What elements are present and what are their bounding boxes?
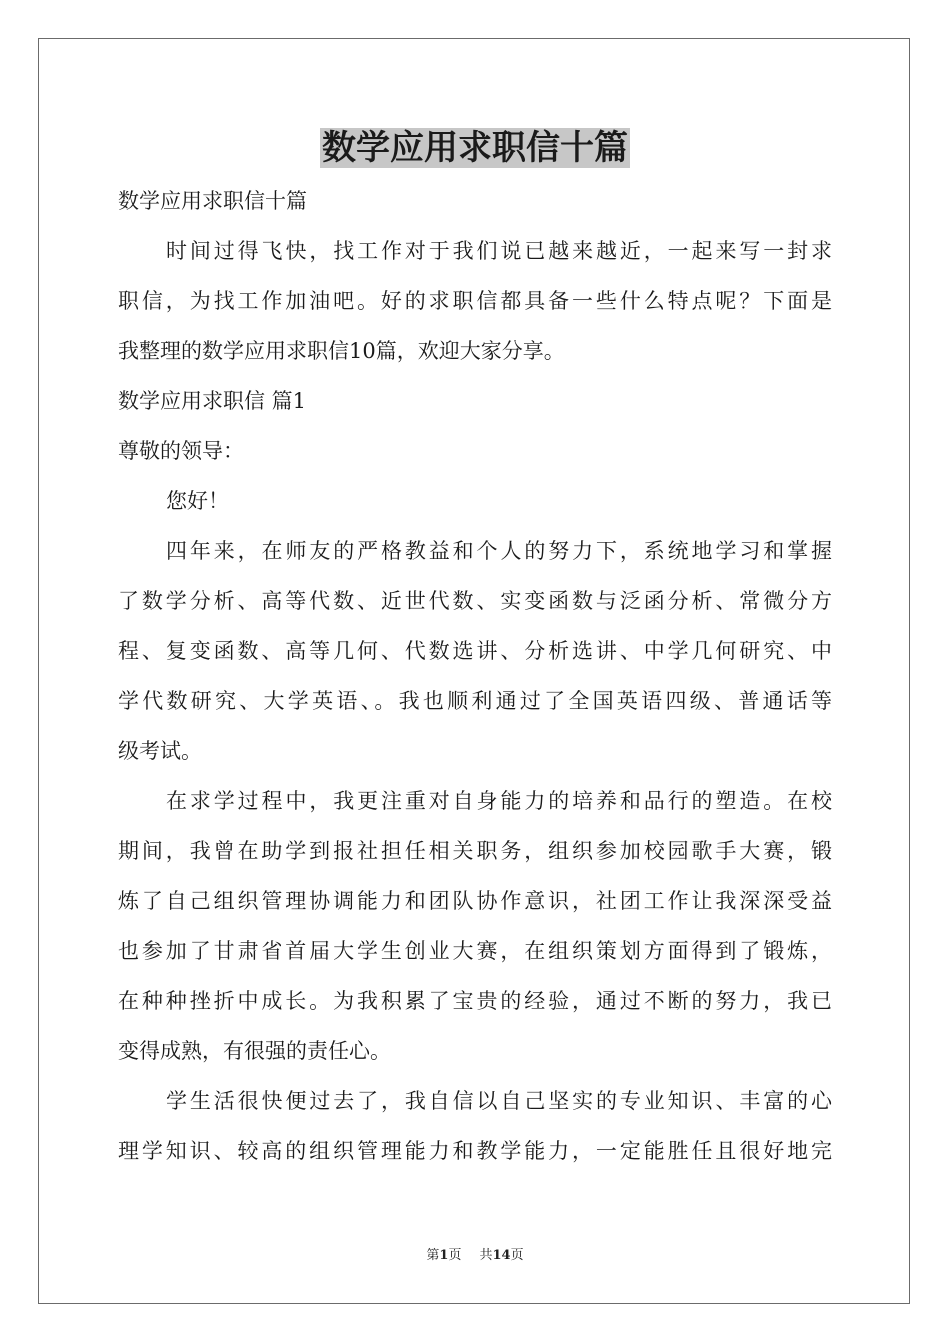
- body-line: 四年来，在师友的严格教益和个人的努力下，系统地学习和掌握: [166, 539, 832, 563]
- document-title-text: 数学应用求职信十篇: [322, 128, 628, 168]
- total-suffix: 页: [510, 1248, 524, 1263]
- body-line: 学生活很快便过去了，我自信以自己坚实的专业知识、丰富的心: [166, 1089, 832, 1113]
- body-line: 期间，我曾在助学到报社担任相关职务，组织参加校园歌手大赛，锻: [118, 839, 832, 863]
- body-line: 级考试。: [118, 739, 202, 763]
- body-line: 我整理的数学应用求职信10篇，欢迎大家分享。: [118, 339, 565, 363]
- total-pages: 14: [492, 1248, 511, 1263]
- section-heading: 数学应用求职信 篇1: [118, 389, 307, 413]
- page-suffix: 页: [448, 1248, 462, 1263]
- body-line: 数学应用求职信十篇: [118, 189, 307, 213]
- body-line: 学代数研究、大学英语、。我也顺利通过了全国英语四级、普通话等: [118, 689, 832, 713]
- total-prefix: 共: [479, 1248, 493, 1263]
- page-prefix: 第: [426, 1248, 440, 1263]
- page-footer: [0, 1246, 950, 1266]
- body-line: 理学知识、较高的组织管理能力和教学能力，一定能胜任且很好地完: [118, 1139, 832, 1163]
- body-line: 炼了自己组织管理协调能力和团队协作意识，社团工作让我深深受益: [118, 889, 832, 913]
- body-line: 变得成熟，有很强的责任心。: [118, 1039, 391, 1063]
- document-body: [118, 176, 832, 1176]
- body-line: 程、复变函数、高等几何、代数选讲、分析选讲、中学几何研究、中: [118, 639, 832, 663]
- greeting: 您好！: [166, 489, 229, 513]
- body-line: 了数学分析、高等代数、近世代数、实变函数与泛函分析、常微分方: [118, 589, 832, 613]
- body-line: 在种种挫折中成长。为我积累了宝贵的经验，通过不断的努力，我已: [118, 989, 832, 1013]
- body-line: 职信，为找工作加油吧。好的求职信都具备一些什么特点呢？下面是: [118, 289, 832, 313]
- salutation: 尊敬的领导：: [118, 439, 244, 463]
- body-line: 在求学过程中，我更注重对自身能力的培养和品行的塑造。在校: [166, 789, 832, 813]
- document-title: [0, 124, 950, 172]
- page-number: 1: [439, 1248, 449, 1263]
- body-line: 时间过得飞快，找工作对于我们说已越来越近，一起来写一封求: [166, 239, 832, 263]
- body-line: 也参加了甘肃省首届大学生创业大赛，在组织策划方面得到了锻炼，: [118, 939, 832, 963]
